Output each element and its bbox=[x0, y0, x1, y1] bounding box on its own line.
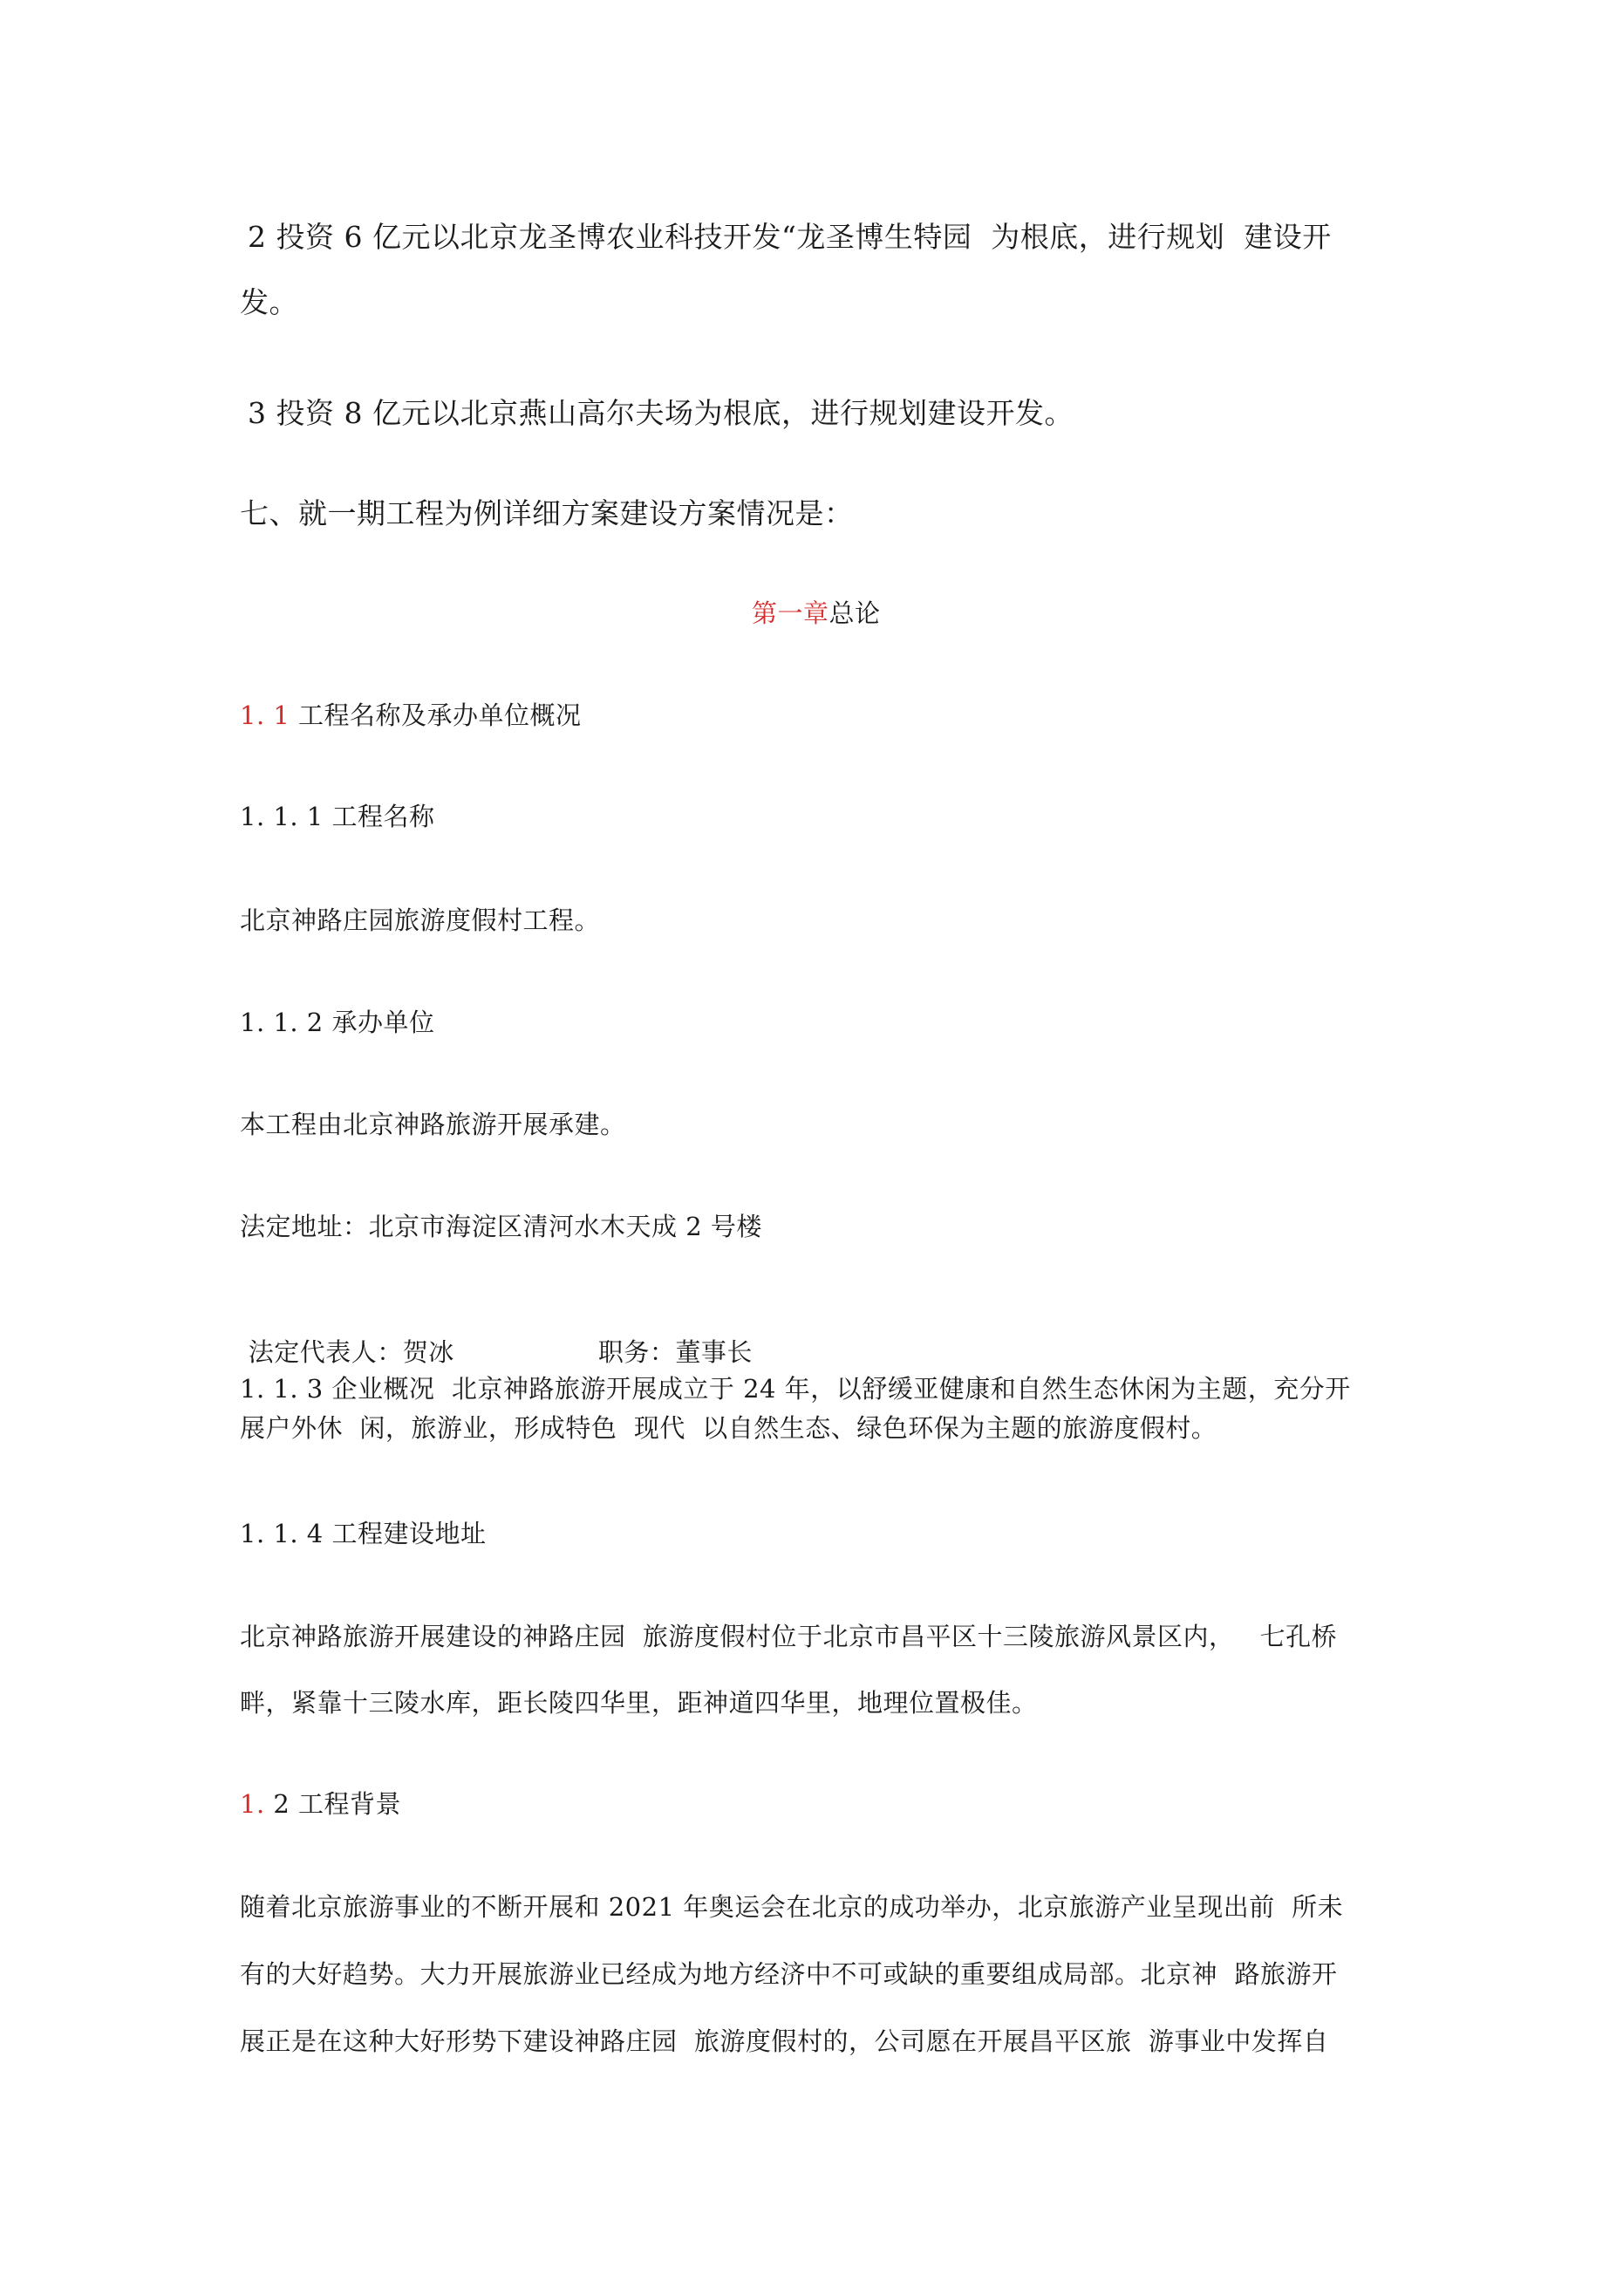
section-1-1-title: 工程名称及承办单位概况 bbox=[290, 700, 582, 730]
section-7-heading: 七、就一期工程为例详细方案建设方案情况是： bbox=[240, 496, 854, 530]
background-line2: 有的大好趋势。大力开展旅游业已经成为地方经济中不可或缺的重要组成局部。北京神 路旅游开 bbox=[240, 1959, 1338, 1989]
paragraph-invest-2-line2: 发。 bbox=[240, 285, 298, 319]
project-name-text: 北京神路庄园旅游度假村工程。 bbox=[240, 905, 601, 935]
background-line3: 展正是在这种大好形势下建设神路庄园 旅游度假村的，公司愿在开展昌平区旅 游事业中发挥自 bbox=[240, 2026, 1329, 2056]
legal-representative-text: 法定代表人：贺冰 职务：董事长 bbox=[240, 1337, 753, 1367]
section-1-2-title: 2 工程背景 bbox=[264, 1789, 402, 1819]
section-1-1-2-heading: 1. 1. 2 承办单位 bbox=[240, 1008, 435, 1037]
background-line1: 随着北京旅游事业的不断开展和 2021 年奥运会在北京的成功举办，北京旅游产业呈现出前 所未 bbox=[240, 1892, 1344, 1922]
section-1-1-number: 1. 1 bbox=[240, 700, 290, 730]
section-1-2-number: 1. bbox=[240, 1789, 265, 1819]
chapter-title: 总论 bbox=[829, 598, 881, 628]
location-line2: 畔，紧靠十三陵水库，距长陵四华里，距神道四华里，地理位置极佳。 bbox=[240, 1688, 1038, 1718]
builder-text: 本工程由北京神路旅游开展承建。 bbox=[240, 1110, 626, 1139]
section-1-1-3-line1: 1. 1. 3 企业概况 北京神路旅游开展成立于 24 年，以舒缓亚健康和自然生态休闲为主题，充分开 bbox=[240, 1374, 1351, 1404]
section-1-1-4-heading: 1. 1. 4 工程建设地址 bbox=[240, 1519, 487, 1548]
section-1-1-1-heading: 1. 1. 1 工程名称 bbox=[240, 802, 435, 831]
chapter-heading bbox=[752, 594, 881, 630]
chapter-number: 第一章 bbox=[752, 598, 829, 628]
address-text: 法定地址：北京市海淀区清河水木天成 2 号楼 bbox=[240, 1212, 762, 1241]
paragraph-invest-2-line1: 2 投资 6 亿元以北京龙圣博农业科技开发“龙圣博生特园 为根底，进行规划 建设开 bbox=[238, 220, 1332, 254]
section-1-2-heading bbox=[240, 1785, 401, 1821]
location-line1: 北京神路旅游开展建设的神路庄园 旅游度假村位于北京市昌平区十三陵旅游风景区内， 七孔桥 bbox=[240, 1622, 1338, 1651]
paragraph-invest-3: 3 投资 8 亿元以北京燕山高尔夫场为根底，进行规划建设开发。 bbox=[238, 396, 1074, 430]
section-1-1-heading bbox=[240, 696, 582, 732]
section-1-1-3-line2: 展户外休 闲，旅游业，形成特色 现代 以自然生态、绿色环保为主题的旅游度假村。 bbox=[240, 1413, 1217, 1443]
